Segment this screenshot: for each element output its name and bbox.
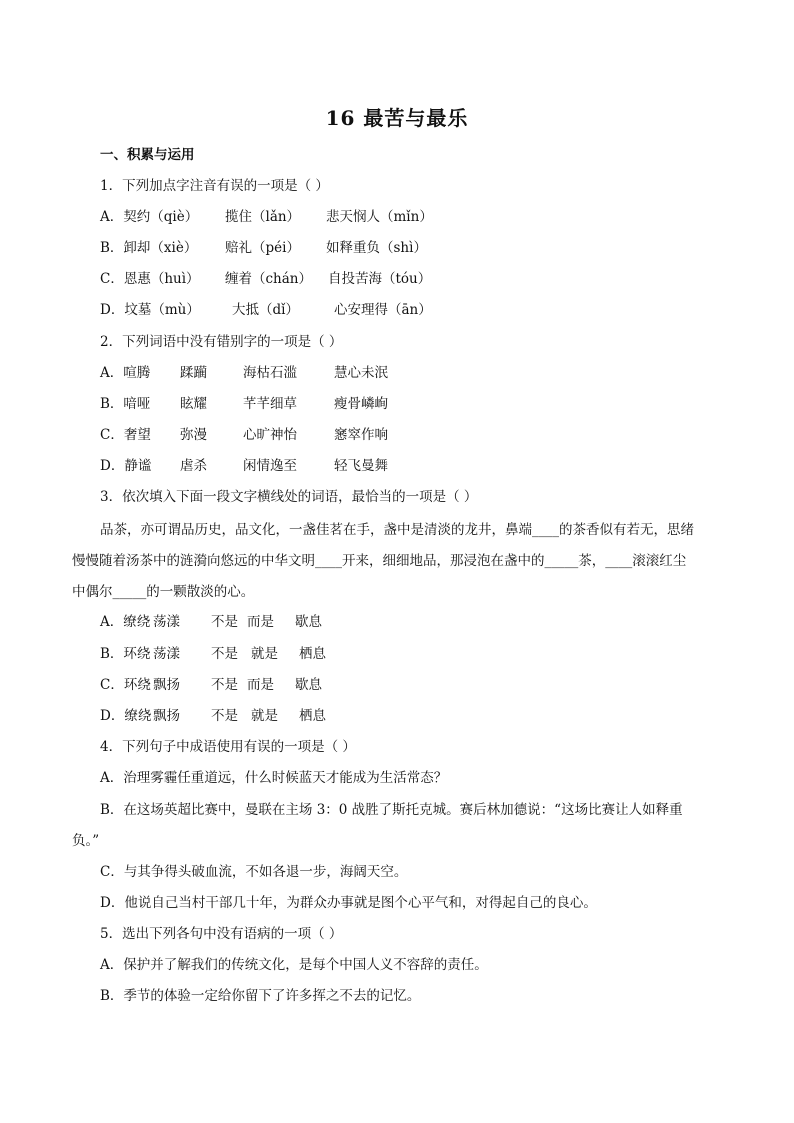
question-3-option-b	[100, 644, 326, 664]
option-text: 弥漫	[180, 427, 207, 443]
option-text: 飘扬	[153, 708, 180, 724]
option-text: 不是	[211, 614, 238, 630]
question-3-option-d	[100, 706, 326, 726]
option-text: D．静谧	[100, 458, 152, 474]
option-text: 自投苦海（tóu）	[328, 271, 432, 287]
question-2-option-d	[100, 456, 388, 476]
question-2-stem: 2．下列词语中没有错别字的一项是（ ）	[100, 334, 343, 350]
question-3-stem: 3．依次填入下面一段文字横线处的词语，最恰当的一项是（ ）	[100, 489, 478, 505]
question-5-stem: 5．选出下列各句中没有语病的一项（ ）	[100, 926, 343, 942]
option-text: 歇息	[295, 677, 322, 693]
option-text: 栖息	[299, 646, 326, 662]
option-text: C．环绕	[100, 677, 151, 693]
option-text: 心安理得（ān）	[334, 302, 432, 318]
question-5-option-b: B．季节的体验一定给你留下了许多挥之不去的记忆。	[100, 988, 421, 1004]
question-1-stem: 1．下列加点字注音有误的一项是（ ）	[100, 178, 329, 194]
option-text: A．缭绕	[100, 614, 151, 630]
section-heading: 一、积累与运用	[100, 147, 195, 163]
question-2-option-a	[100, 363, 388, 383]
option-text: 轻飞曼舞	[334, 458, 388, 474]
option-text: 而是	[247, 677, 274, 693]
question-1-option-b	[100, 238, 427, 258]
question-1-option-c	[100, 269, 431, 289]
option-text: B．喑哑	[100, 396, 151, 412]
question-4-option-a: A．治理雾霾任重道远，什么时候蓝天才能成为生活常态？	[100, 770, 448, 786]
question-3-option-a	[100, 612, 322, 632]
option-text: 栖息	[299, 708, 326, 724]
option-text: D．坟墓（mù）	[100, 302, 200, 318]
option-text: D．缭绕	[100, 708, 152, 724]
option-text: 闲情逸至	[243, 458, 297, 474]
option-text: 慧心未泯	[334, 365, 388, 381]
option-text: C．奢望	[100, 427, 151, 443]
option-text: 窸窣作响	[334, 427, 388, 443]
option-text: 荡漾	[153, 646, 180, 662]
option-text: 缠着（chán）	[225, 271, 312, 287]
question-5-option-a: A．保护并了解我们的传统文化，是每个中国人义不容辞的责任。	[100, 957, 488, 973]
question-4-stem: 4．下列句子中成语使用有误的一项是（ ）	[100, 739, 356, 755]
option-text: C．恩惠（huì）	[100, 271, 200, 287]
option-text: 大抵（dǐ）	[232, 302, 299, 318]
option-text: 不是	[211, 646, 238, 662]
option-text: 蹂躏	[180, 365, 207, 381]
option-text: 心旷神怡	[243, 427, 297, 443]
option-text: 虐杀	[180, 458, 207, 474]
option-text: 悲天悯人（mǐn）	[326, 209, 433, 225]
option-text: 如释重负（shì）	[326, 240, 427, 256]
question-4-option-b: B．在这场英超比赛中，曼联在主场 3：0 战胜了斯托克城。赛后林加德说：“这场比赛让人如释重	[100, 802, 683, 818]
option-text: 荡漾	[153, 614, 180, 630]
option-text: 瘦骨嶙峋	[334, 396, 388, 412]
option-text: 就是	[251, 708, 278, 724]
option-text: 海枯石滥	[243, 365, 297, 381]
passage-line: 慢慢随着汤茶中的涟漪向悠远的中华文明____开来，细细地品，那浸泡在盏中的_____茶，____滚滚红尘	[72, 553, 687, 569]
option-text: 芊芊细草	[243, 396, 297, 412]
page-title: 16 最苦与最乐	[325, 106, 469, 130]
question-4-option-b-cont: 负。”	[72, 833, 100, 849]
option-text: A．喧腾	[100, 365, 151, 381]
option-text: 赔礼（péi）	[225, 240, 300, 256]
option-text: 歇息	[295, 614, 322, 630]
question-2-option-c	[100, 425, 388, 445]
question-4-option-d: D．他说自己当村干部几十年，为群众办事就是图个心平气和，对得起自己的良心。	[100, 895, 597, 911]
passage-line: 中偶尔_____的一颗散淡的心。	[72, 584, 255, 600]
option-text: 飘扬	[153, 677, 180, 693]
option-text: 不是	[211, 677, 238, 693]
option-text: 眩耀	[180, 396, 207, 412]
option-text: B．卸却（xiè）	[100, 240, 198, 256]
question-2-option-b	[100, 394, 388, 414]
option-text: 不是	[211, 708, 238, 724]
question-1-option-a	[100, 207, 433, 227]
question-3-option-c	[100, 675, 322, 695]
passage-line: 品茶，亦可谓品历史，品文化，一盏佳茗在手，盏中是清淡的龙井，鼻端____的茶香似有若无，思绪	[100, 522, 694, 538]
option-text: 而是	[247, 614, 274, 630]
question-1-option-d	[100, 300, 432, 320]
option-text: A．契约（qiè）	[100, 209, 199, 225]
question-4-option-c: C．与其争得头破血流，不如各退一步，海阔天空。	[100, 864, 408, 880]
option-text: 揽住（lǎn）	[225, 209, 301, 225]
option-text: 就是	[251, 646, 278, 662]
option-text: B．环绕	[100, 646, 151, 662]
